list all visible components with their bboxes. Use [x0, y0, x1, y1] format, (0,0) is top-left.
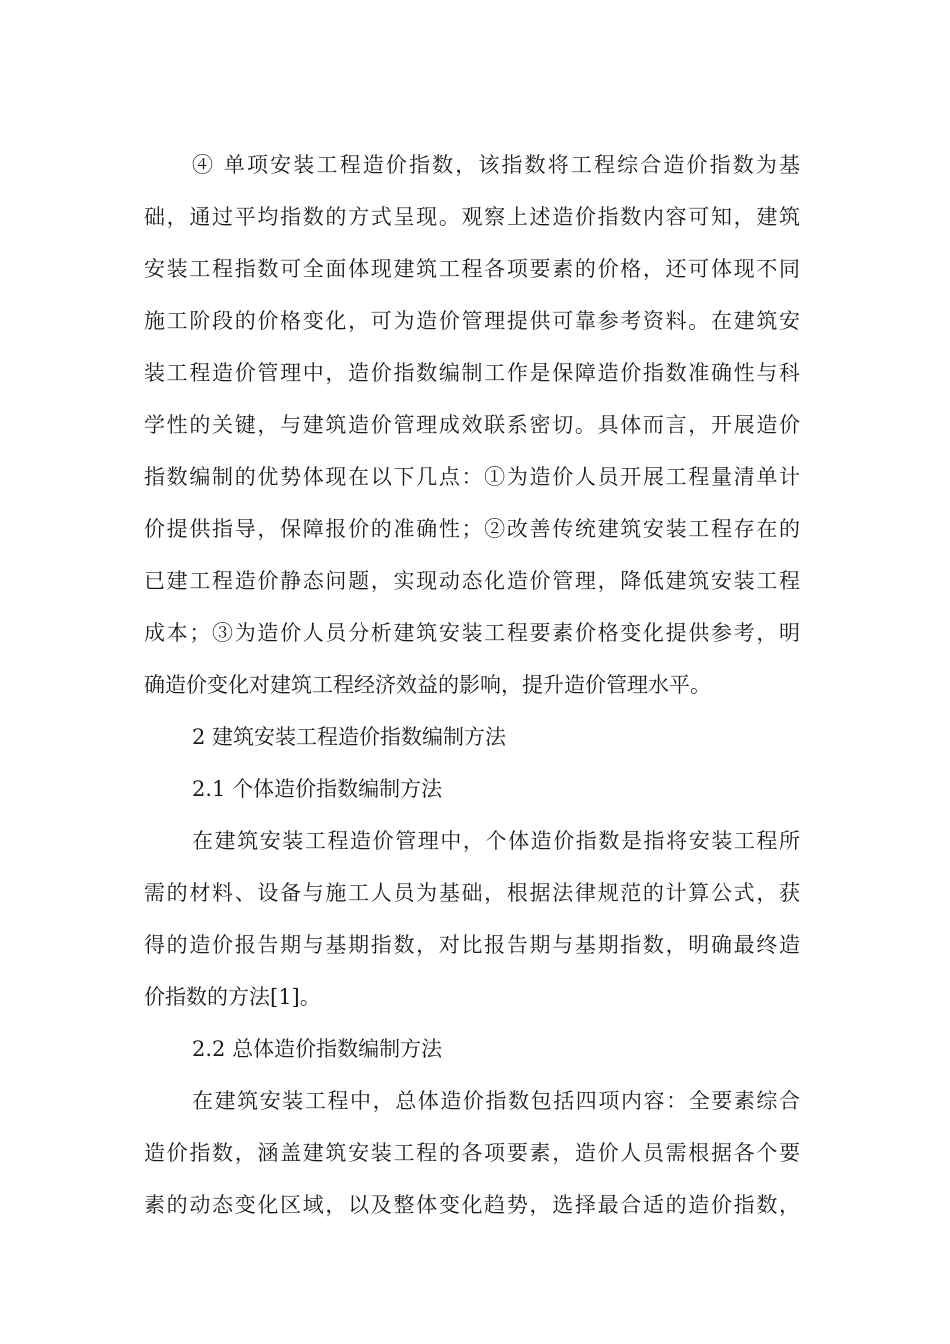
section-heading: 2 建筑安装工程造价指数编制方法 [192, 725, 507, 749]
paragraph-line: 成本；③为造价人员分析建筑安装工程要素价格变化提供参考，明 [144, 621, 800, 645]
paragraph-line: 需的材料、设备与施工人员为基础，根据法律规范的计算公式，获 [144, 881, 800, 905]
subsection-heading: 2.1 个体造价指数编制方法 [192, 777, 443, 801]
paragraph-line: 在建筑安装工程造价管理中，个体造价指数是指将安装工程所 [192, 829, 800, 853]
paragraph-line: 装工程造价管理中，造价指数编制工作是保障造价指数准确性与科 [144, 361, 800, 385]
paragraph-line: 施工阶段的价格变化，可为造价管理提供可靠参考资料。在建筑安 [144, 309, 800, 333]
paragraph-line: 学性的关键，与建筑造价管理成效联系密切。具体而言，开展造价 [144, 413, 800, 437]
paragraph-line: 价提供指导，保障报价的准确性；②改善传统建筑安装工程存在的 [144, 517, 800, 541]
paragraph-line: 价指数的方法[1]。 [144, 985, 321, 1009]
paragraph-line: 造价指数，涵盖建筑安装工程的各项要素，造价人员需根据各个要 [144, 1141, 800, 1165]
paragraph-line: 素的动态变化区域，以及整体变化趋势，选择最合适的造价指数， [144, 1193, 800, 1217]
paragraph-line: 指数编制的优势体现在以下几点：①为造价人员开展工程量清单计 [144, 465, 800, 489]
paragraph-line: 础，通过平均指数的方式呈现。观察上述造价指数内容可知，建筑 [144, 205, 800, 229]
paragraph-line: 得的造价报告期与基期指数，对比报告期与基期指数，明确最终造 [144, 933, 800, 957]
paragraph-line: 安装工程指数可全面体现建筑工程各项要素的价格，还可体现不同 [144, 257, 800, 281]
paragraph-line: ④ 单项安装工程造价指数，该指数将工程综合造价指数为基 [192, 153, 800, 177]
subsection-heading: 2.2 总体造价指数编制方法 [192, 1037, 443, 1061]
paragraph-line: 在建筑安装工程中，总体造价指数包括四项内容：全要素综合 [192, 1089, 800, 1113]
paragraph-line: 确造价变化对建筑工程经济效益的影响，提升造价管理水平。 [144, 673, 711, 697]
paragraph-line: 已建工程造价静态问题，实现动态化造价管理，降低建筑安装工程 [144, 569, 800, 593]
